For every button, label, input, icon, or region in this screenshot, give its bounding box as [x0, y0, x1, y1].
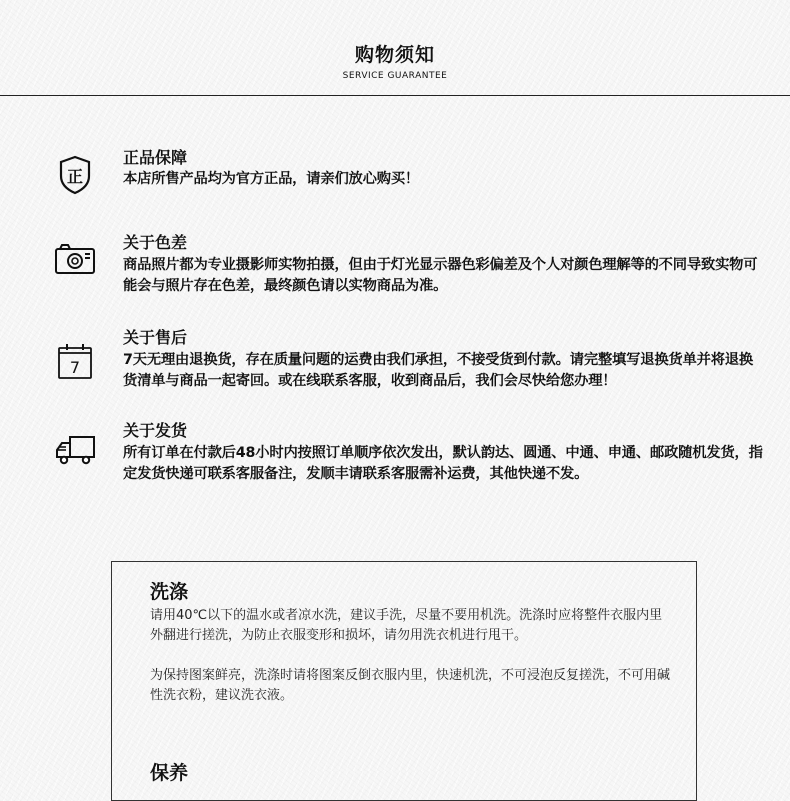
section-authentic — [0, 148, 790, 208]
section-text-shipping: 所有订单在付款后48小时内按照订单顺序依次发出，默认韵达、圆通、中通、申通、邮政随机发货，指定发货快递可联系客服备注，发顺丰请联系客服需补运费，其他快递不发。 — [123, 445, 763, 482]
section-shipping — [0, 421, 790, 491]
section-text-color: 商品照片都为专业摄影师实物拍摄，但由于灯光显示器色彩偏差及个人对颜色理解等的不同导致实物可能会与照片存在色差，最终颜色请以实物商品为准。 — [123, 257, 758, 294]
wash-paragraph-1: 请用40℃以下的温水或者凉水洗，建议手洗，尽量不要用机洗。洗涤时应将整件衣服内里外翻进行搓洗，为防止衣服变形和损坏，请勿用洗衣机进行甩干。 — [150, 608, 663, 643]
calendar-icon — [54, 342, 96, 384]
wash-paragraph-2: 为保持图案鲜亮，洗涤时请将图案反倒衣服内里，快速机洗，不可浸泡反复搓洗，不可用碱性洗衣粉，建议洗衣液。 — [150, 668, 671, 703]
section-text-after-sales: 7天无理由退换货，存在质量问题的运费由我们承担，不接受货到付款。请完整填写退换货单并将退换货清单与商品一起寄回。或在线联系客服，收到商品后，我们会尽快给您办理！ — [123, 352, 754, 389]
section-text-authentic: 本店所售产品均为官方正品，请亲们放心购买！ — [123, 171, 420, 187]
section-title-color: 关于色差 — [123, 233, 188, 252]
page-title: 购物须知 — [354, 44, 435, 66]
authentic-shield-icon — [54, 154, 96, 196]
section-title-after-sales: 关于售后 — [123, 328, 188, 347]
camera-icon — [54, 239, 96, 281]
maintain-title: 保养 — [150, 762, 189, 784]
care-box — [111, 561, 697, 801]
section-after-sales — [0, 328, 790, 398]
section-title-shipping: 关于发货 — [123, 421, 188, 440]
section-color — [0, 233, 790, 303]
header — [0, 0, 790, 96]
calendar-icon-text: 7 — [69, 358, 81, 377]
delivery-truck-icon — [54, 431, 96, 473]
page-subtitle: SERVICE GUARANTEE — [342, 71, 448, 81]
authentic-icon-text: 正 — [66, 167, 84, 186]
wash-title: 洗涤 — [150, 581, 189, 603]
section-title-authentic: 正品保障 — [123, 148, 188, 167]
